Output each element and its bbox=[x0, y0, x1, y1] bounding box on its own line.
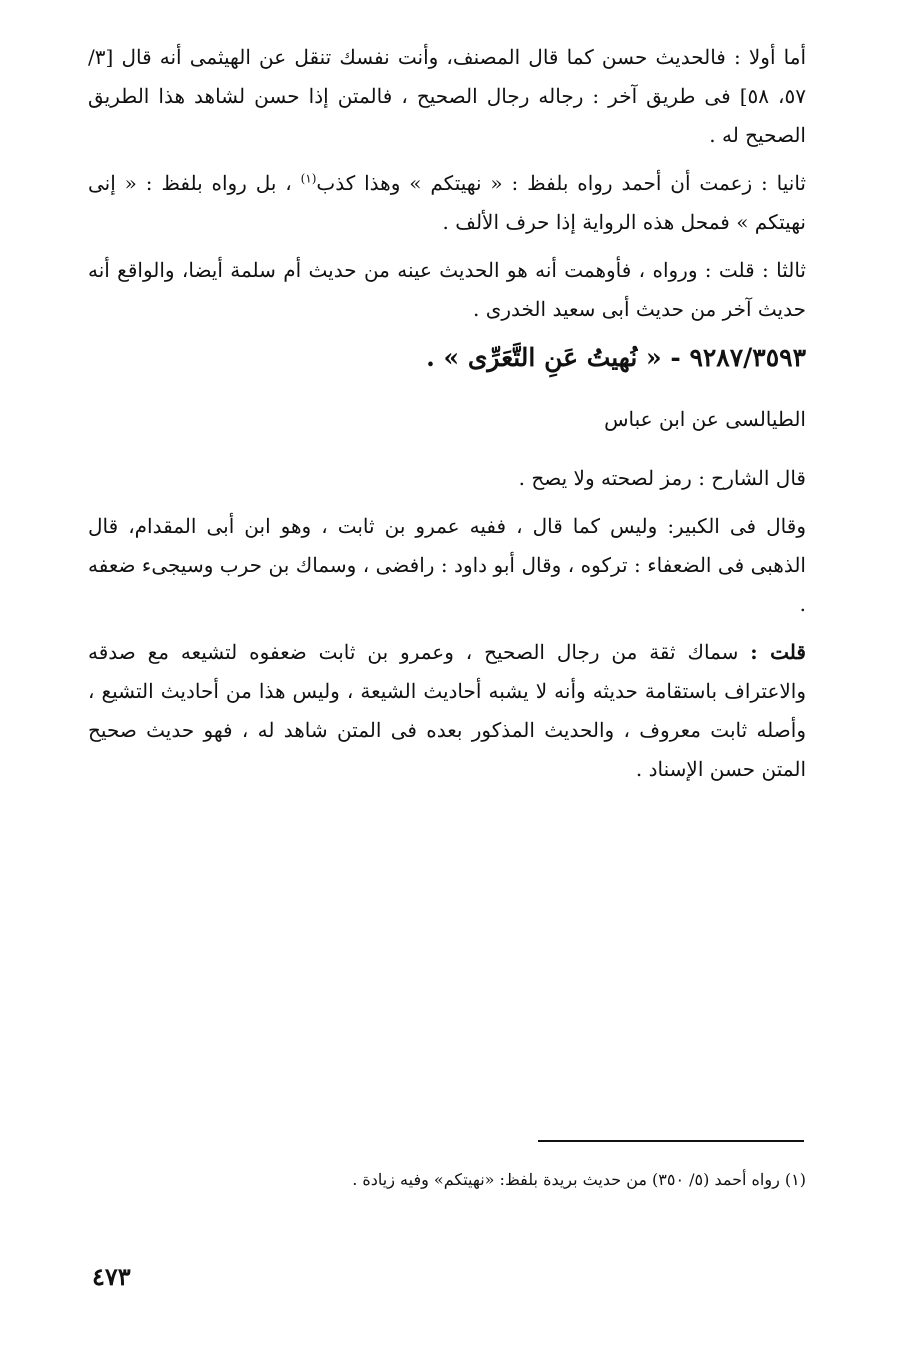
paragraph-text: وقال فى الكبير: وليس كما قال ، ففيه عمرو بن ثابت ، وهو ابن أبى المقدام، قال الذهبى فى الضعفاء : تركوه ، وقال أبو داود : رافضى ، وسماك بن حرب وسيجىء ضعفه . bbox=[88, 514, 806, 616]
paragraph-lead: قلت : bbox=[750, 640, 806, 664]
footnote-divider bbox=[538, 1140, 804, 1142]
paragraph-text: قلت : ورواه ، فأوهمت أنه هو الحديث عينه من حديث أم سلمة أيضا، والواقع أنه حديث آخر من حديث أبى سعيد الخدرى . bbox=[88, 258, 806, 321]
paragraph-text: سماك ثقة من رجال الصحيح ، وعمرو بن ثابت ضعفوه لتشيعه مع صدقه والاعتراف باستقامة حديثه وأنه لا يشبه أحاديث الشيعة ، وليس هذا من أحاديث التشيع ، وأصله ثابت معروف ، والحديث المذكور بعده فى المتن شاهد له ، فهو حديث صحيح المتن حسن الإسناد . bbox=[88, 640, 806, 781]
paragraph-text: قال الشارح : رمز لصحته ولا يصح . bbox=[518, 466, 806, 490]
commentary-sharih bbox=[88, 459, 806, 498]
paragraph-lead: ثانيا : bbox=[761, 171, 806, 195]
paragraph-text-continued: ، بل رواه بلفظ : « إنى نهيتكم » فمحل هذه الرواية إذا حرف الألف . bbox=[88, 171, 806, 234]
hadith-number: ٩٢٨٧/٣٥٩٣ - bbox=[670, 343, 806, 372]
hadith-heading bbox=[88, 338, 806, 378]
commentary-kabir bbox=[88, 507, 806, 624]
page-body bbox=[88, 38, 806, 798]
paragraph-first-point bbox=[88, 38, 806, 155]
paragraph-text: زعمت أن أحمد رواه بلفظ : « نهيتكم » وهذا كذب bbox=[316, 171, 753, 195]
paragraph-text: فالحديث حسن كما قال المصنف، وأنت نفسك تنقل عن الهيثمى أنه قال [٣/ ٥٧، ٥٨] فى طريق آخر : رجاله رجال الصحيح ، فالمتن إذا حسن لشاهد هذا الطريق الصحيح له . bbox=[88, 45, 806, 147]
paragraph-lead: ثالثا : bbox=[762, 258, 807, 282]
footnote-reference: (١) bbox=[300, 171, 317, 186]
paragraph-lead: أما أولا : bbox=[734, 45, 807, 69]
paragraph-second-point bbox=[88, 164, 806, 242]
hadith-source: الطيالسى عن ابن عباس bbox=[604, 407, 806, 431]
paragraph-third-point bbox=[88, 251, 806, 329]
page-number: ٤٧٣ bbox=[92, 1262, 131, 1291]
hadith-text: « نُهيتُ عَنِ التَّعَرِّى » . bbox=[426, 343, 662, 372]
commentary-response bbox=[88, 633, 806, 789]
footnote: (١) رواه أحمد (٥/ ٣٥٠) من حديث بريدة بلفظ: «نهيتكم» وفيه زيادة . bbox=[352, 1170, 806, 1189]
